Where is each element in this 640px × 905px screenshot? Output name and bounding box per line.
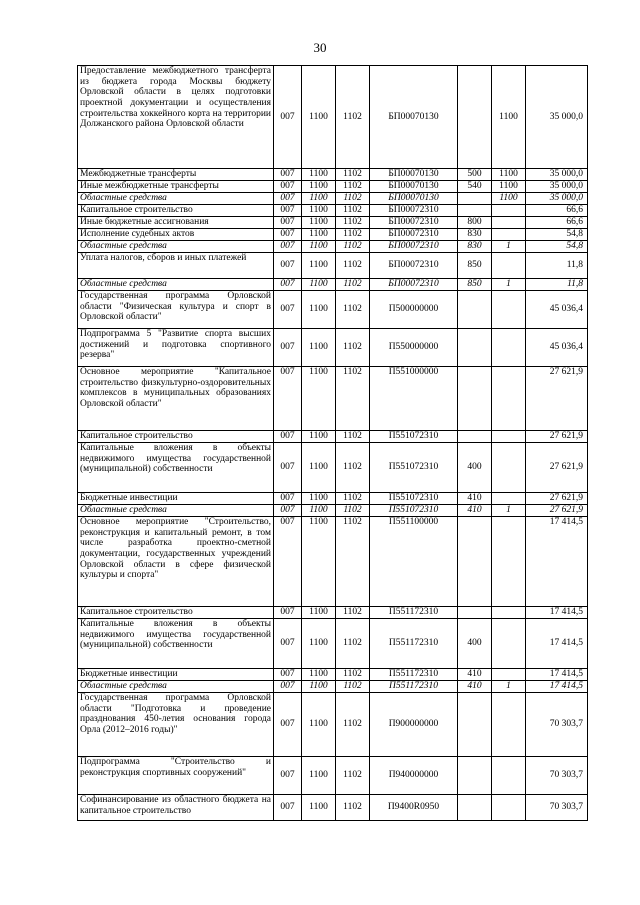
table-row	[78, 431, 588, 443]
extra-code-cell: 1100	[492, 169, 526, 181]
admin-code-cell: 007	[274, 181, 302, 193]
section-code-cell: 1100	[302, 757, 336, 795]
amount-cell: 66,6	[526, 217, 588, 229]
row-name-cell: Уплата налогов, сборов и иных платежей	[78, 253, 274, 279]
table-row	[78, 669, 588, 681]
expense-type-cell	[458, 517, 492, 607]
subsection-code-cell: 1102	[336, 169, 370, 181]
expense-type-cell: 410	[458, 669, 492, 681]
extra-code-cell	[492, 217, 526, 229]
extra-code-cell	[492, 669, 526, 681]
section-code-cell: 1100	[302, 241, 336, 253]
admin-code-cell: 007	[274, 505, 302, 517]
extra-code-cell	[492, 329, 526, 367]
row-name-cell: Государственная программа Орловской области "Подготовка и проведение празднования 450-летия основания города Орла (2012–2016 годы)"	[78, 693, 274, 757]
subsection-code-cell: 1102	[336, 241, 370, 253]
expense-type-cell: 540	[458, 181, 492, 193]
target-article-cell: П551172310	[370, 619, 458, 669]
expense-type-cell	[458, 66, 492, 169]
section-code-cell: 1100	[302, 169, 336, 181]
extra-code-cell	[492, 229, 526, 241]
subsection-code-cell: 1102	[336, 217, 370, 229]
section-code-cell: 1100	[302, 253, 336, 279]
extra-code-cell	[492, 367, 526, 431]
extra-code-cell: 1	[492, 279, 526, 291]
extra-code-cell	[492, 291, 526, 329]
section-code-cell: 1100	[302, 517, 336, 607]
amount-cell: 27 621,9	[526, 493, 588, 505]
row-name-cell: Капитальное строительство	[78, 431, 274, 443]
expense-type-cell: 410	[458, 681, 492, 693]
admin-code-cell: 007	[274, 757, 302, 795]
amount-cell: 35 000,0	[526, 193, 588, 205]
table-row	[78, 443, 588, 493]
target-article-cell: БП00070130	[370, 193, 458, 205]
subsection-code-cell: 1102	[336, 443, 370, 493]
target-article-cell: П551072310	[370, 493, 458, 505]
section-code-cell: 1100	[302, 229, 336, 241]
extra-code-cell	[492, 693, 526, 757]
section-code-cell: 1100	[302, 217, 336, 229]
table-row	[78, 493, 588, 505]
expense-type-cell	[458, 193, 492, 205]
extra-code-cell	[492, 619, 526, 669]
admin-code-cell: 007	[274, 241, 302, 253]
target-article-cell: БП00072310	[370, 229, 458, 241]
subsection-code-cell: 1102	[336, 253, 370, 279]
expense-type-cell	[458, 607, 492, 619]
subsection-code-cell: 1102	[336, 181, 370, 193]
target-article-cell: БП00072310	[370, 253, 458, 279]
table-row	[78, 66, 588, 169]
expense-type-cell: 410	[458, 505, 492, 517]
row-name-cell: Областные средства	[78, 241, 274, 253]
table-row	[78, 795, 588, 821]
admin-code-cell: 007	[274, 367, 302, 431]
amount-cell: 35 000,0	[526, 169, 588, 181]
admin-code-cell: 007	[274, 329, 302, 367]
row-name-cell: Подпрограмма 5 "Развитие спорта высших достижений и подготовка спортивного резерва"	[78, 329, 274, 367]
extra-code-cell: 1	[492, 505, 526, 517]
row-name-cell: Бюджетные инвестиции	[78, 669, 274, 681]
target-article-cell: БП00072310	[370, 217, 458, 229]
section-code-cell: 1100	[302, 619, 336, 669]
section-code-cell: 1100	[302, 795, 336, 821]
amount-cell: 70 303,7	[526, 693, 588, 757]
admin-code-cell: 007	[274, 693, 302, 757]
expense-type-cell	[458, 367, 492, 431]
admin-code-cell: 007	[274, 253, 302, 279]
admin-code-cell: 007	[274, 169, 302, 181]
admin-code-cell: 007	[274, 291, 302, 329]
target-article-cell: П551072310	[370, 505, 458, 517]
expense-type-cell: 830	[458, 241, 492, 253]
expense-type-cell	[458, 693, 492, 757]
amount-cell: 70 303,7	[526, 757, 588, 795]
section-code-cell: 1100	[302, 193, 336, 205]
subsection-code-cell: 1102	[336, 205, 370, 217]
section-code-cell: 1100	[302, 493, 336, 505]
amount-cell: 17 414,5	[526, 517, 588, 607]
subsection-code-cell: 1102	[336, 291, 370, 329]
section-code-cell: 1100	[302, 669, 336, 681]
expense-type-cell: 800	[458, 217, 492, 229]
subsection-code-cell: 1102	[336, 517, 370, 607]
table-row	[78, 681, 588, 693]
admin-code-cell: 007	[274, 669, 302, 681]
admin-code-cell: 007	[274, 205, 302, 217]
table-row	[78, 169, 588, 181]
subsection-code-cell: 1102	[336, 505, 370, 517]
subsection-code-cell: 1102	[336, 757, 370, 795]
expense-type-cell: 400	[458, 443, 492, 493]
target-article-cell: БП00070130	[370, 66, 458, 169]
subsection-code-cell: 1102	[336, 279, 370, 291]
extra-code-cell	[492, 795, 526, 821]
expense-type-cell: 850	[458, 253, 492, 279]
expense-type-cell	[458, 205, 492, 217]
target-article-cell: П940000000	[370, 757, 458, 795]
admin-code-cell: 007	[274, 493, 302, 505]
amount-cell: 11,8	[526, 253, 588, 279]
row-name-cell: Областные средства	[78, 279, 274, 291]
section-code-cell: 1100	[302, 431, 336, 443]
extra-code-cell: 1100	[492, 181, 526, 193]
subsection-code-cell: 1102	[336, 431, 370, 443]
target-article-cell: П550000000	[370, 329, 458, 367]
expense-type-cell	[458, 291, 492, 329]
table-row	[78, 619, 588, 669]
table-row	[78, 517, 588, 607]
section-code-cell: 1100	[302, 693, 336, 757]
table-row	[78, 329, 588, 367]
amount-cell: 27 621,9	[526, 505, 588, 517]
amount-cell: 35 000,0	[526, 181, 588, 193]
extra-code-cell	[492, 431, 526, 443]
row-name-cell: Межбюджетные трансферты	[78, 169, 274, 181]
subsection-code-cell: 1102	[336, 229, 370, 241]
row-name-cell: Софинансирование из областного бюджета на капитальное строительство	[78, 795, 274, 821]
table-row	[78, 367, 588, 431]
admin-code-cell: 007	[274, 681, 302, 693]
expense-type-cell	[458, 757, 492, 795]
amount-cell: 35 000,0	[526, 66, 588, 169]
subsection-code-cell: 1102	[336, 795, 370, 821]
admin-code-cell: 007	[274, 66, 302, 169]
admin-code-cell: 007	[274, 517, 302, 607]
extra-code-cell	[492, 607, 526, 619]
target-article-cell: П551172310	[370, 681, 458, 693]
subsection-code-cell: 1102	[336, 669, 370, 681]
section-code-cell: 1100	[302, 66, 336, 169]
admin-code-cell: 007	[274, 193, 302, 205]
target-article-cell: П551172310	[370, 607, 458, 619]
row-name-cell: Государственная программа Орловской области "Физическая культура и спорт в Орловской области"	[78, 291, 274, 329]
subsection-code-cell: 1102	[336, 367, 370, 431]
amount-cell: 54,8	[526, 241, 588, 253]
expense-type-cell: 830	[458, 229, 492, 241]
expense-type-cell	[458, 431, 492, 443]
table-row	[78, 253, 588, 279]
section-code-cell: 1100	[302, 443, 336, 493]
extra-code-cell: 1	[492, 241, 526, 253]
amount-cell: 45 036,4	[526, 329, 588, 367]
section-code-cell: 1100	[302, 329, 336, 367]
row-name-cell: Подпрограмма "Строительство и реконструкция спортивных сооружений"	[78, 757, 274, 795]
amount-cell: 27 621,9	[526, 431, 588, 443]
section-code-cell: 1100	[302, 291, 336, 329]
table-row	[78, 193, 588, 205]
extra-code-cell: 1	[492, 681, 526, 693]
row-name-cell: Основное мероприятие "Капитальное строительство физкультурно-оздоровительных комплексов в муниципальных образованиях Орловской области"	[78, 367, 274, 431]
budget-table	[77, 65, 588, 821]
extra-code-cell	[492, 757, 526, 795]
section-code-cell: 1100	[302, 607, 336, 619]
section-code-cell: 1100	[302, 505, 336, 517]
section-code-cell: 1100	[302, 181, 336, 193]
target-article-cell: П551000000	[370, 367, 458, 431]
expense-type-cell: 410	[458, 493, 492, 505]
table-row	[78, 757, 588, 795]
table-row	[78, 693, 588, 757]
page-number: 30	[313, 40, 327, 55]
expense-type-cell: 400	[458, 619, 492, 669]
row-name-cell: Капитальные вложения в объекты недвижимого имущества государственной (муниципальной) собственности	[78, 619, 274, 669]
admin-code-cell: 007	[274, 279, 302, 291]
row-name-cell: Исполнение судебных актов	[78, 229, 274, 241]
row-name-cell: Иные бюджетные ассигнования	[78, 217, 274, 229]
admin-code-cell: 007	[274, 795, 302, 821]
expense-type-cell: 850	[458, 279, 492, 291]
target-article-cell: БП00072310	[370, 241, 458, 253]
amount-cell: 27 621,9	[526, 367, 588, 431]
budget-table-body	[78, 66, 588, 821]
amount-cell: 11,8	[526, 279, 588, 291]
target-article-cell: БП00070130	[370, 169, 458, 181]
subsection-code-cell: 1102	[336, 607, 370, 619]
extra-code-cell: 1100	[492, 66, 526, 169]
amount-cell: 27 621,9	[526, 443, 588, 493]
subsection-code-cell: 1102	[336, 619, 370, 669]
table-row	[78, 205, 588, 217]
subsection-code-cell: 1102	[336, 681, 370, 693]
extra-code-cell	[492, 205, 526, 217]
target-article-cell: П551172310	[370, 669, 458, 681]
admin-code-cell: 007	[274, 431, 302, 443]
target-article-cell: П900000000	[370, 693, 458, 757]
subsection-code-cell: 1102	[336, 493, 370, 505]
table-row	[78, 181, 588, 193]
amount-cell: 66,6	[526, 205, 588, 217]
table-row	[78, 607, 588, 619]
expense-type-cell: 500	[458, 169, 492, 181]
row-name-cell: Капитальные вложения в объекты недвижимого имущества государственной (муниципальной) собственности	[78, 443, 274, 493]
amount-cell: 17 414,5	[526, 681, 588, 693]
admin-code-cell: 007	[274, 619, 302, 669]
subsection-code-cell: 1102	[336, 66, 370, 169]
target-article-cell: БП00070130	[370, 181, 458, 193]
amount-cell: 45 036,4	[526, 291, 588, 329]
row-name-cell: Основное мероприятие "Строительство, реконструкция и капитальный ремонт, в том числе разработка проектно-сметной документации, государственных учреждений Орловской области в сфере физической культуры и спорта"	[78, 517, 274, 607]
table-row	[78, 241, 588, 253]
subsection-code-cell: 1102	[336, 193, 370, 205]
subsection-code-cell: 1102	[336, 329, 370, 367]
amount-cell: 17 414,5	[526, 607, 588, 619]
extra-code-cell	[492, 517, 526, 607]
section-code-cell: 1100	[302, 279, 336, 291]
target-article-cell: П9400R0950	[370, 795, 458, 821]
row-name-cell: Областные средства	[78, 193, 274, 205]
admin-code-cell: 007	[274, 229, 302, 241]
row-name-cell: Областные средства	[78, 681, 274, 693]
target-article-cell: П551100000	[370, 517, 458, 607]
table-row	[78, 217, 588, 229]
amount-cell: 54,8	[526, 229, 588, 241]
admin-code-cell: 007	[274, 217, 302, 229]
target-article-cell: П551072310	[370, 431, 458, 443]
target-article-cell: П500000000	[370, 291, 458, 329]
extra-code-cell	[492, 443, 526, 493]
expense-type-cell	[458, 795, 492, 821]
amount-cell: 17 414,5	[526, 669, 588, 681]
row-name-cell: Предоставление межбюджетного трансферта из бюджета города Москвы бюджету Орловской области в целях подготовки проектной документации и осуществления строительства хоккейного корта на территории Должанского района Орловской области	[78, 66, 274, 169]
row-name-cell: Бюджетные инвестиции	[78, 493, 274, 505]
table-row	[78, 505, 588, 517]
row-name-cell: Иные межбюджетные трансферты	[78, 181, 274, 193]
table-row	[78, 229, 588, 241]
section-code-cell: 1100	[302, 205, 336, 217]
section-code-cell: 1100	[302, 681, 336, 693]
target-article-cell: БП00072310	[370, 279, 458, 291]
admin-code-cell: 007	[274, 443, 302, 493]
row-name-cell: Капитальное строительство	[78, 205, 274, 217]
row-name-cell: Областные средства	[78, 505, 274, 517]
amount-cell: 70 303,7	[526, 795, 588, 821]
expense-type-cell	[458, 329, 492, 367]
target-article-cell: П551072310	[370, 443, 458, 493]
table-row	[78, 291, 588, 329]
row-name-cell: Капитальное строительство	[78, 607, 274, 619]
extra-code-cell: 1100	[492, 193, 526, 205]
extra-code-cell	[492, 493, 526, 505]
amount-cell: 17 414,5	[526, 619, 588, 669]
extra-code-cell	[492, 253, 526, 279]
admin-code-cell: 007	[274, 607, 302, 619]
section-code-cell: 1100	[302, 367, 336, 431]
table-row	[78, 279, 588, 291]
subsection-code-cell: 1102	[336, 693, 370, 757]
target-article-cell: БП00072310	[370, 205, 458, 217]
